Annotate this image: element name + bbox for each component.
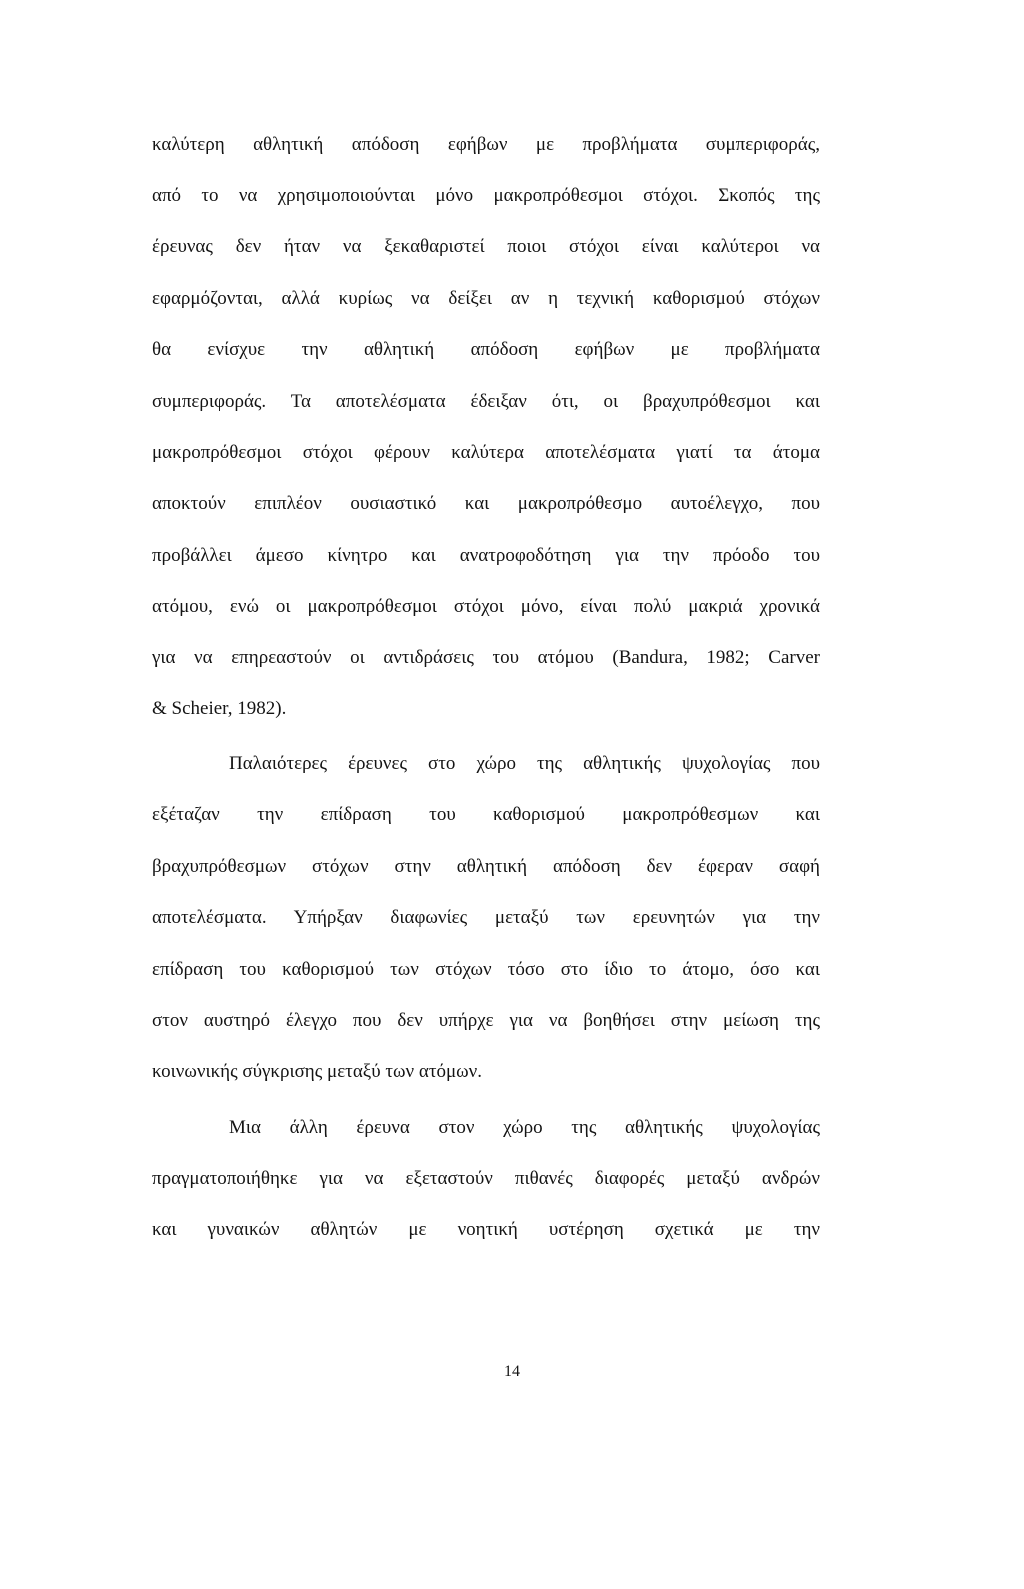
text-line: στον αυστηρό έλεγχο που δεν υπήρχε για να βοηθήσει στην μείωση της: [152, 1010, 820, 1031]
text-line: προβάλλει άμεσο κίνητρο και ανατροφοδότηση για την πρόοδο του: [152, 545, 820, 566]
text-line: αποκτούν επιπλέον ουσιαστικό και μακροπρόθεσμο αυτοέλεγχο, που: [152, 493, 820, 514]
page-number: 14: [504, 1363, 520, 1380]
text-line: μακροπρόθεσμοι στόχοι φέρουν καλύτερα αποτελέσματα γιατί τα άτομα: [152, 442, 820, 463]
text-line: θα ενίσχυε την αθλητική απόδοση εφήβων με προβλήματα: [152, 339, 820, 360]
text-line: και γυναικών αθλητών με νοητική υστέρηση σχετικά με την: [152, 1219, 820, 1240]
text-line: εξέταζαν την επίδραση του καθορισμού μακροπρόθεσμων και: [152, 804, 820, 825]
text-line: & Scheier, 1982).: [152, 698, 287, 719]
text-line: πραγματοποιήθηκε για να εξεταστούν πιθανές διαφορές μεταξύ ανδρών: [152, 1168, 820, 1189]
text-line: για να επηρεαστούν οι αντιδράσεις του ατόμου (Bandura, 1982; Carver: [152, 647, 820, 668]
text-line: Παλαιότερες έρευνες στο χώρο της αθλητικής ψυχολογίας που: [229, 753, 820, 774]
text-line: από το να χρησιμοποιούνται μόνο μακροπρόθεσμοι στόχοι. Σκοπός της: [152, 185, 820, 206]
text-line: κοινωνικής σύγκρισης μεταξύ των ατόμων.: [152, 1061, 483, 1082]
text-line: βραχυπρόθεσμων στόχων στην αθλητική απόδοση δεν έφεραν σαφή: [152, 856, 820, 877]
text-line: εφαρμόζονται, αλλά κυρίως να δείξει αν η τεχνική καθορισμού στόχων: [152, 288, 820, 309]
text-line: ατόμου, ενώ οι μακροπρόθεσμοι στόχοι μόνο, είναι πολύ μακριά χρονικά: [152, 596, 820, 617]
text-line: επίδραση του καθορισμού των στόχων τόσο στο ίδιο το άτομο, όσο και: [152, 959, 820, 980]
text-line: Μια άλλη έρευνα στον χώρο της αθλητικής ψυχολογίας: [229, 1117, 820, 1138]
text-line: αποτελέσματα. Υπήρξαν διαφωνίες μεταξύ των ερευνητών για την: [152, 907, 820, 928]
text-line: καλύτερη αθλητική απόδοση εφήβων με προβλήματα συμπεριφοράς,: [152, 134, 820, 155]
text-line: συμπεριφοράς. Τα αποτελέσματα έδειξαν ότι, οι βραχυπρόθεσμοι και: [152, 391, 820, 412]
text-line: έρευνας δεν ήταν να ξεκαθαριστεί ποιοι στόχοι είναι καλύτεροι να: [152, 236, 820, 257]
